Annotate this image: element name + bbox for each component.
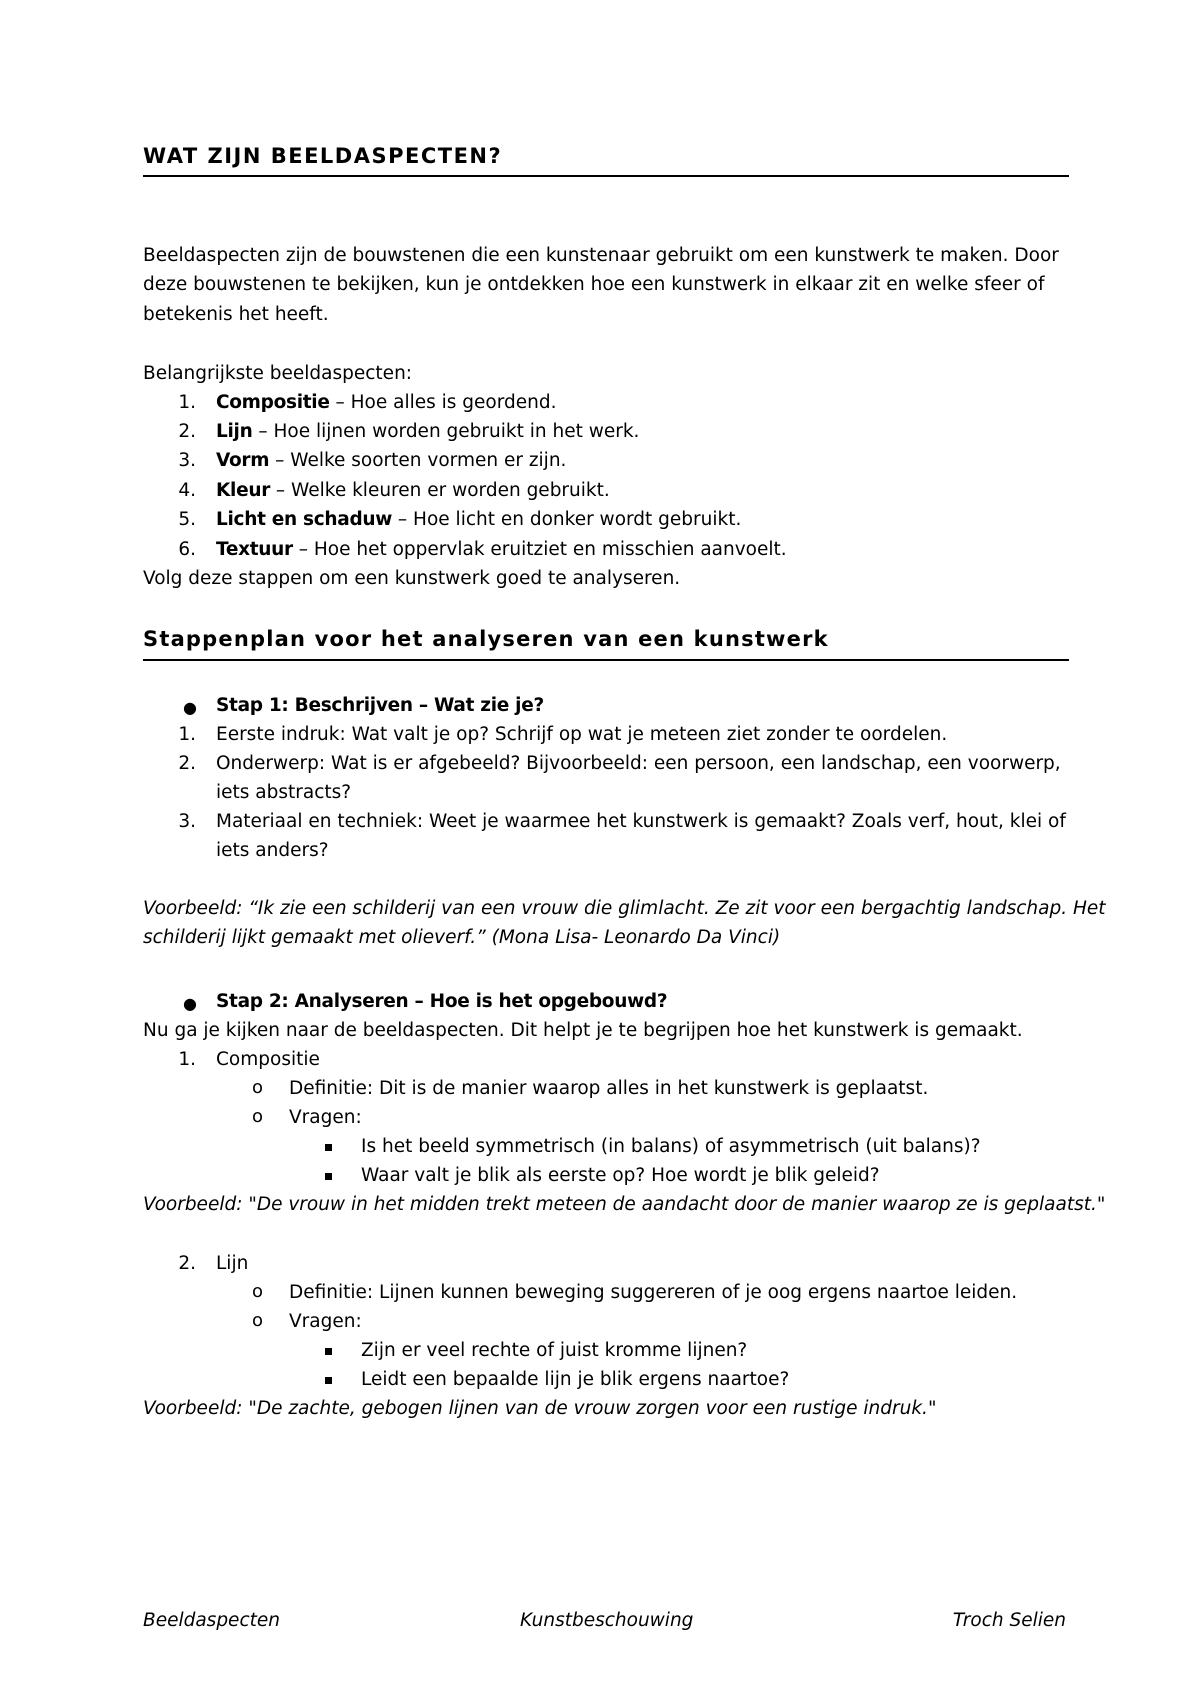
- bullet-icon: ●: [183, 994, 197, 1013]
- question-text: Waar valt je blik als eerste op? Hoe wordt je blik geleid?: [361, 1165, 880, 1186]
- question-text: Zijn er veel rechte of juist kromme lijnen?: [361, 1340, 748, 1361]
- aspect-desc: – Hoe licht en donker wordt gebruikt.: [392, 509, 742, 530]
- question-text: Is het beeld symmetrisch (in balans) of asymmetrisch (uit balans)?: [361, 1136, 981, 1157]
- footer-center: Kunstbeschouwing: [520, 1610, 694, 1631]
- definition-text: Definitie: Dit is de manier waarop alles in het kunstwerk is geplaatst.: [289, 1078, 929, 1099]
- step2-aspect-name: Compositie: [216, 1049, 320, 1070]
- step1-item-cont: iets abstracts?: [216, 782, 352, 803]
- circle-bullet-icon: o: [252, 1281, 264, 1302]
- step1-item-cont: iets anders?: [216, 840, 329, 861]
- circle-bullet-icon: o: [252, 1310, 264, 1331]
- step1-item: Materiaal en techniek: Weet je waarmee het kunstwerk is gemaakt? Zoals verf, hout, klei of: [216, 811, 1066, 832]
- list-number: 1.: [178, 1049, 196, 1070]
- aspect-desc: – Hoe het oppervlak eruitziet en misschien aanvoelt.: [292, 539, 787, 560]
- footer-left: Beeldaspecten: [143, 1610, 280, 1631]
- list-number: 2.: [178, 753, 196, 774]
- question-text: Leidt een bepaalde lijn je blik ergens naartoe?: [361, 1369, 790, 1390]
- list-number: 3.: [178, 450, 196, 471]
- aspects-heading: Belangrijkste beeldaspecten:: [143, 363, 413, 384]
- example-text: Voorbeeld: "De zachte, gebogen lijnen van de vrouw zorgen voor een rustige indruk.": [143, 1398, 937, 1419]
- section-title: Stappenplan voor het analyseren van een kunstwerk: [143, 627, 1069, 661]
- aspect-term: Vorm: [216, 450, 270, 471]
- list-number: 6.: [178, 539, 196, 560]
- intro-line: betekenis het heeft.: [143, 304, 329, 325]
- list-number: 3.: [178, 811, 196, 832]
- definition-text: Definitie: Lijnen kunnen beweging suggereren of je oog ergens naartoe leiden.: [289, 1282, 1018, 1303]
- questions-label: Vragen:: [289, 1107, 362, 1128]
- step1-heading: Stap 1: Beschrijven – Wat zie je?: [216, 695, 544, 716]
- aspect-desc: – Welke kleuren er worden gebruikt.: [270, 480, 610, 501]
- step1-item: Eerste indruk: Wat valt je op? Schrijf op wat je meteen ziet zonder te oordelen.: [216, 724, 948, 745]
- step1-example: Voorbeeld: “Ik zie een schilderij van een vrouw die glimlacht. Ze zit voor een bergachtig landschap. Het: [143, 898, 1106, 919]
- follow-steps-text: Volg deze stappen om een kunstwerk goed te analyseren.: [143, 568, 681, 589]
- footer-right: Troch Selien: [952, 1610, 1066, 1631]
- intro-line: deze bouwstenen te bekijken, kun je ontdekken hoe een kunstwerk in elkaar zit en welke sfeer of: [143, 274, 1045, 295]
- step2-aspect-name: Lijn: [216, 1253, 249, 1274]
- page-title: WAT ZIJN BEELDASPECTEN?: [143, 144, 1069, 177]
- list-number: 1.: [178, 724, 196, 745]
- questions-label: Vragen:: [289, 1311, 362, 1332]
- square-bullet-icon: [325, 1348, 332, 1355]
- aspect-term: Lijn: [216, 421, 253, 442]
- list-number: 1.: [178, 392, 196, 413]
- circle-bullet-icon: o: [252, 1077, 264, 1098]
- aspect-desc: – Welke soorten vormen er zijn.: [269, 450, 567, 471]
- step2-heading: Stap 2: Analyseren – Hoe is het opgebouwd?: [216, 991, 668, 1012]
- square-bullet-icon: [325, 1377, 332, 1384]
- list-number: 4.: [178, 480, 196, 501]
- step2-intro: Nu ga je kijken naar de beeldaspecten. Dit helpt je te begrijpen hoe het kunstwerk is gemaakt.: [143, 1020, 1023, 1041]
- aspect-desc: – Hoe lijnen worden gebruikt in het werk.: [252, 421, 640, 442]
- aspect-term: Licht en schaduw: [216, 509, 393, 530]
- step1-item: Onderwerp: Wat is er afgebeeld? Bijvoorbeeld: een persoon, een landschap, een voorwerp,: [216, 753, 1061, 774]
- square-bullet-icon: [325, 1144, 332, 1151]
- step1-example: schilderij lijkt gemaakt met olieverf.” (Mona Lisa- Leonardo Da Vinci): [143, 927, 781, 948]
- aspect-term: Textuur: [216, 539, 293, 560]
- list-number: 2.: [178, 1253, 196, 1274]
- bullet-icon: ●: [183, 698, 197, 717]
- square-bullet-icon: [325, 1173, 332, 1180]
- aspect-term: Kleur: [216, 480, 271, 501]
- circle-bullet-icon: o: [252, 1106, 264, 1127]
- aspect-term: Compositie: [216, 392, 330, 413]
- list-number: 2.: [178, 421, 196, 442]
- intro-line: Beeldaspecten zijn de bouwstenen die een kunstenaar gebruikt om een kunstwerk te maken. Door: [143, 245, 1059, 266]
- aspect-desc: – Hoe alles is geordend.: [329, 392, 557, 413]
- list-number: 5.: [178, 509, 196, 530]
- example-text: Voorbeeld: "De vrouw in het midden trekt meteen de aandacht door de manier waarop ze is geplaatst.": [143, 1194, 1106, 1215]
